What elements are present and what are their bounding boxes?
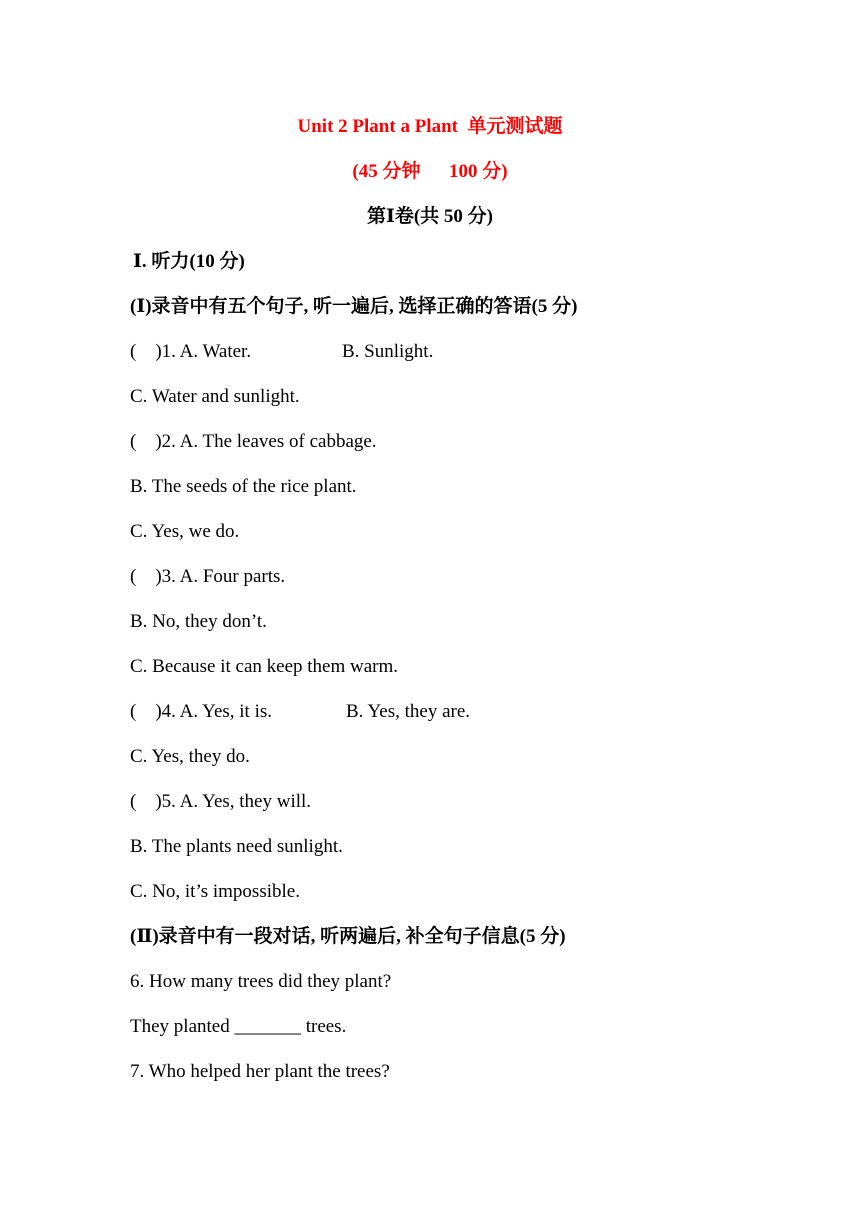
question-2-option-b: B. The seeds of the rice plant.: [130, 476, 357, 497]
question-1-option-b: B. Sunlight.: [342, 341, 434, 362]
question-3-option-c: C. Because it can keep them warm.: [130, 656, 399, 677]
question-5-option-c: C. No, it’s impossible.: [130, 881, 300, 902]
question-5-option-b: B. The plants need sunlight.: [130, 836, 343, 857]
question-4-option-b: B. Yes, they are.: [346, 701, 471, 722]
question-1-option-a: ( )1. A. Water.: [130, 341, 252, 362]
question-2-option-a: ( )2. A. The leaves of cabbage.: [130, 431, 377, 452]
question-3-option-a: ( )3. A. Four parts.: [130, 566, 286, 587]
document-title: Unit 2 Plant a Plant 单元测试题: [297, 116, 563, 137]
time-score-line: (45 分钟 100 分): [352, 161, 508, 182]
question-6-text: 6. How many trees did they plant?: [130, 971, 392, 992]
question-2-option-c: C. Yes, we do.: [130, 521, 240, 542]
question-3-option-b: B. No, they don’t.: [130, 611, 267, 632]
part1-instruction: (Ⅰ)录音中有五个句子, 听一遍后, 选择正确的答语(5 分): [130, 296, 578, 317]
question-1-option-c: C. Water and sunlight.: [130, 386, 300, 407]
question-6-answer-line: They planted _______ trees.: [130, 1016, 347, 1037]
volume-heading: 第Ⅰ卷(共 50 分): [366, 206, 494, 227]
question-7-text: 7. Who helped her plant the trees?: [130, 1061, 390, 1082]
section-listening-heading: Ⅰ. 听力(10 分): [133, 251, 245, 272]
question-4-option-c: C. Yes, they do.: [130, 746, 250, 767]
question-4-option-a: ( )4. A. Yes, it is.: [130, 701, 272, 722]
question-5-option-a: ( )5. A. Yes, they will.: [130, 791, 312, 812]
part2-instruction: (Ⅱ)录音中有一段对话, 听两遍后, 补全句子信息(5 分): [130, 926, 566, 947]
